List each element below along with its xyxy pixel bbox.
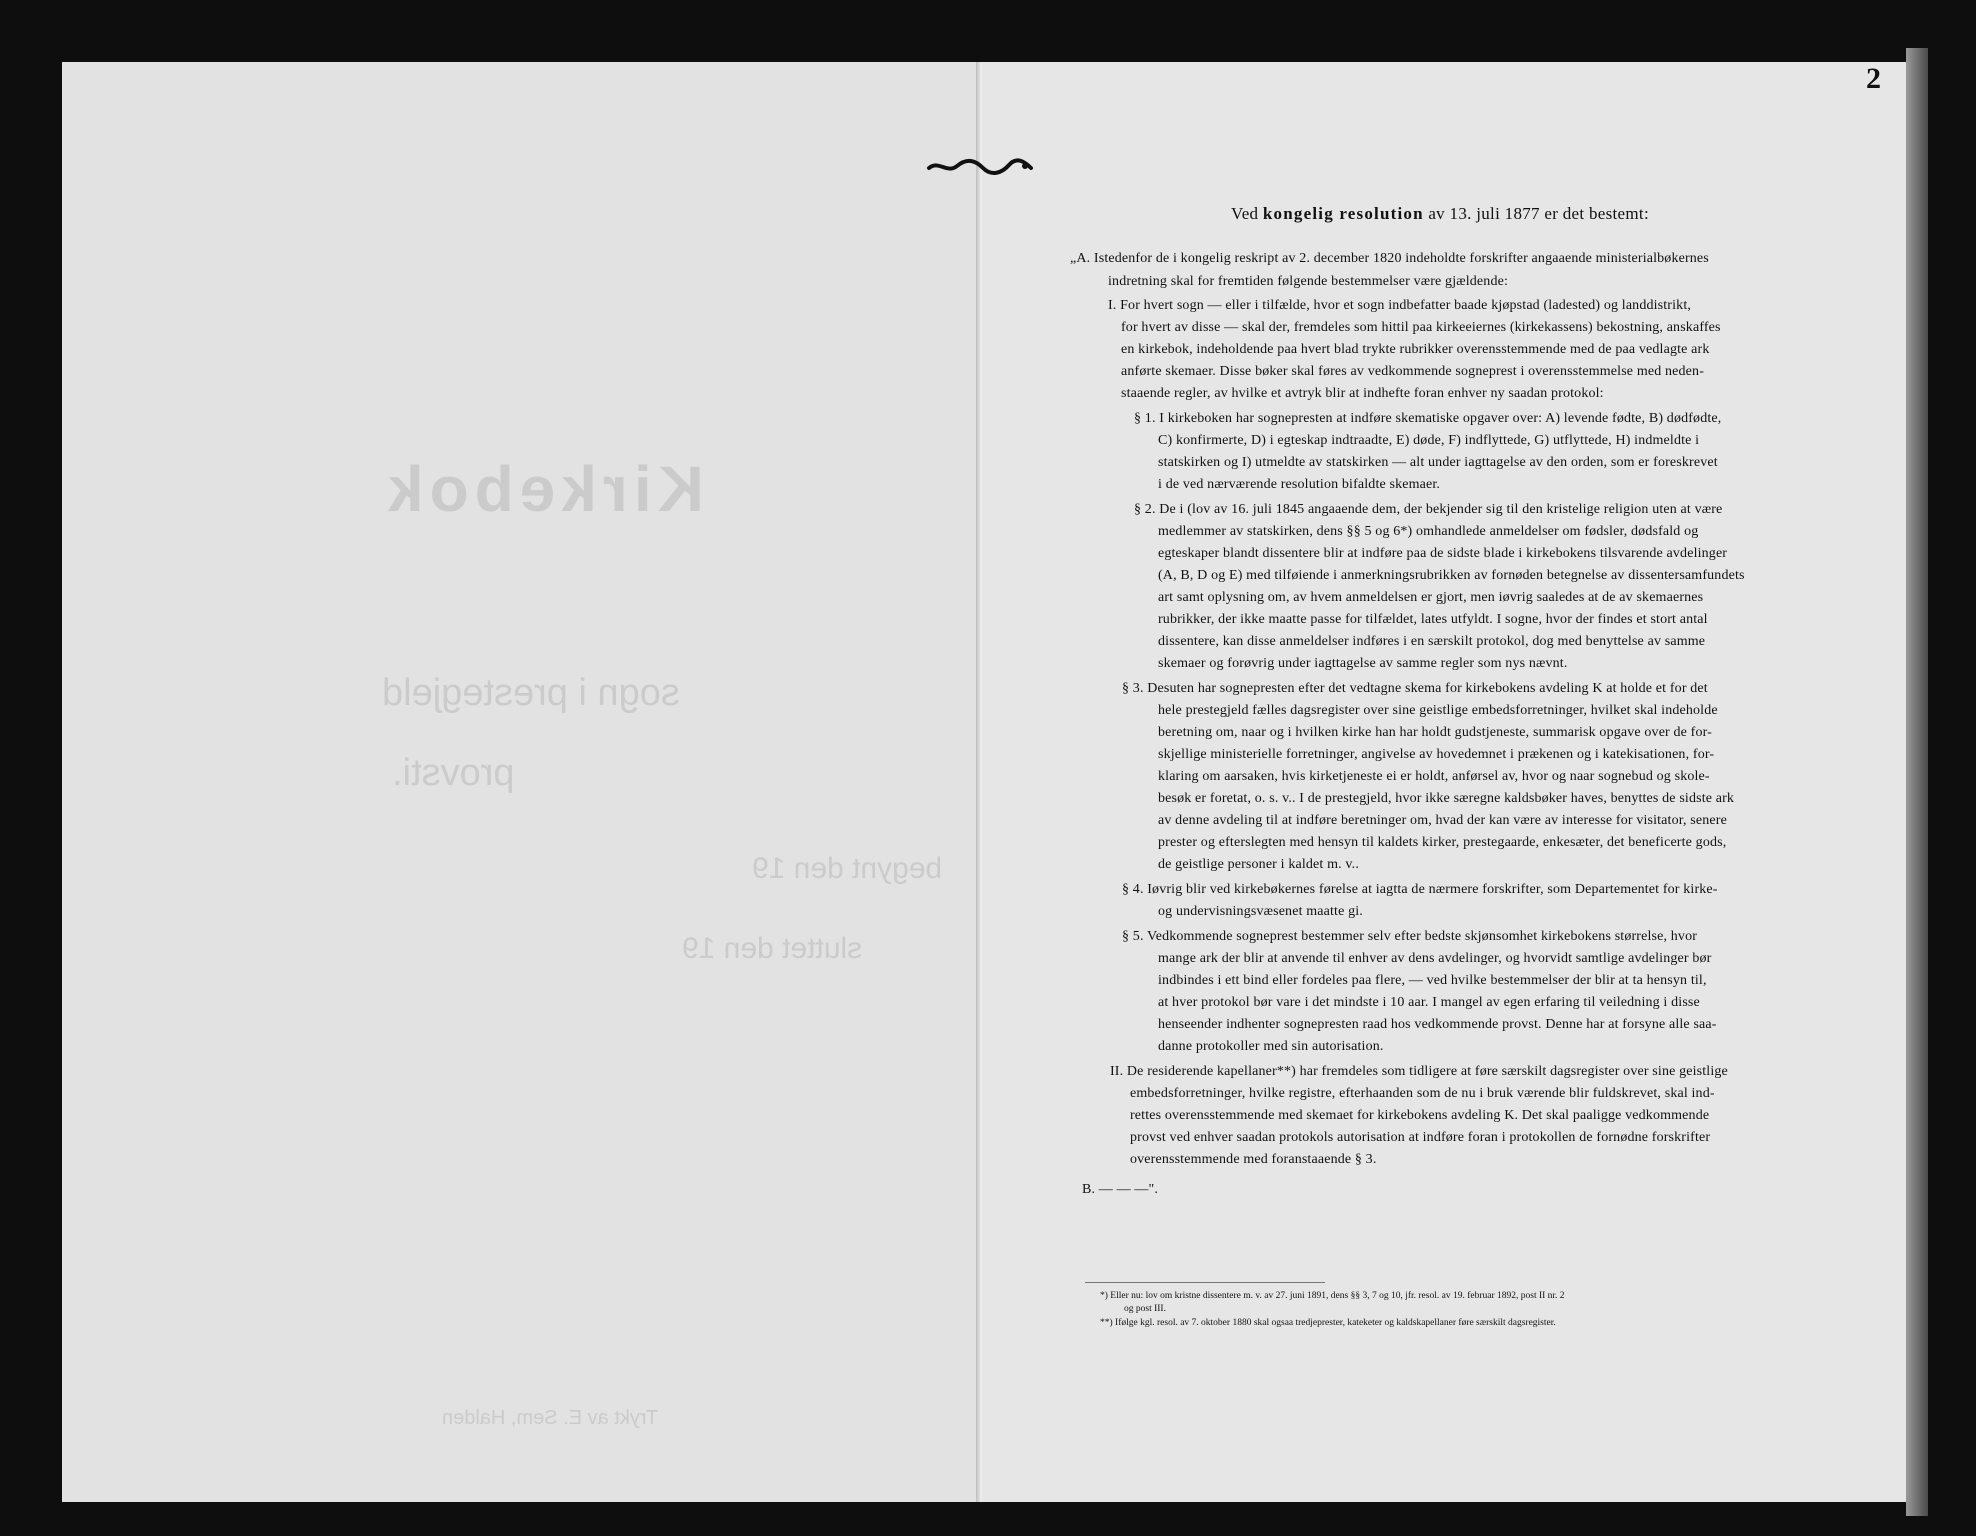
text-line: art samt oplysning om, av hvem anmeldelsen er gjort, men iøvrig saaledes at de av skemaernes [1158,590,1704,605]
text-line: § 5. Vedkommende sogneprest bestemmer selv efter bedste skjønsomhet kirkebokens størrelse, hvor [1122,929,1698,944]
bleed-through-title: Kirkebok [382,453,704,525]
text-line: staaende regler, av hvilke et avtryk blir at indhefte foran enhver ny saadan protokol: [1121,386,1604,401]
footnote: **) Ifølge kgl. resol. av 7. oktober 1880 skal ogsaa tredjeprester, kateketer og kaldskapellaner føre særskilt dagsregister. [1100,1318,1556,1328]
text-line: prester og efterslegten med hensyn til kaldets kirker, prestegaarde, enkesæter, det beneficerte gods, [1158,835,1727,850]
text-line: i de ved nærværende resolution bifaldte skemaer. [1158,477,1441,492]
footnote: og post III. [1124,1304,1166,1314]
text-line: av denne avdeling til at indføre beretninger om, hvad der kan være av interesse for visitator, senere [1158,813,1727,828]
text-line: (A, B, D og E) med tilføiende i anmerkningsrubrikken av fornøden betegnelse av dissentersamfundets [1158,568,1745,583]
text-line: rettes overensstemmende med skemaet for kirkebokens avdeling K. Det skal paaligge vedkommende [1130,1108,1710,1123]
text-line: skemaer og forøvrig under iagttagelse av samme regler som nys nævnt. [1158,656,1568,671]
text-line: og undervisningsvæsenet maatte gi. [1158,904,1363,919]
text-line: II. De residerende kapellaner**) har fremdeles som tidligere at føre særskilt dagsregister over sine geistlige [1110,1064,1728,1079]
text-line: B. — — —". [1082,1182,1159,1197]
text-line: dissentere, kan disse anmeldelser indføres i en særskilt protokol, dog med benyttelse av samme [1158,634,1706,649]
heading-prefix: Ved [1231,204,1263,223]
text-line: skjellige ministerielle forretninger, angivelse av hovedemnet i prækenen og i katekisationen, for- [1158,747,1715,762]
page-number: 2 [1866,62,1881,95]
text-line: overensstemmende med foranstaaende § 3. [1130,1152,1377,1167]
text-line: § 2. De i (lov av 16. juli 1845 angaaende dem, der bekjender sig til den kristelige religion uten at være [1134,502,1723,517]
text-line: egteskaper blandt dissentere blir at indføre paa de sidste blade i kirkebokens tilsvarende avdelinger [1158,546,1728,561]
text-line: besøk er foretat, o. s. v.. I de prestegjeld, hvor ikke særegne kaldsbøker haves, benyttes de sidste ark [1158,791,1735,806]
text-line: de geistlige personer i kaldet m. v.. [1158,857,1359,872]
text-line: hele prestegjeld fælles dagsregister over sine geistlige embedsforretninger, hvilket skal indeholde [1158,703,1718,718]
text-line: § 4. Iøvrig blir ved kirkebøkernes førelse at iagtta de nærmere forskrifter, som Departementet for kirke- [1122,882,1718,897]
text-line: I. For hvert sogn — eller i tilfælde, hvor et sogn indbefatter baade kjøpstad (ladested) og landdistrikt, [1108,298,1692,313]
text-line: § 3. Desuten har sognepresten efter det vedtagne skema for kirkebokens avdeling K at holde et for det [1122,681,1708,696]
heading-suffix: av 13. juli 1877 er det bestemt: [1423,204,1649,223]
ornament-icon [925,156,1035,178]
text-line: klaring om aarsaken, hvis kirketjeneste ei er holdt, anførsel av, hvor og naar sognebud og skole- [1158,769,1710,784]
heading-bold: kongelig resolution [1262,204,1424,223]
text-line: medlemmer av statskirken, dens §§ 5 og 6*) omhandlede anmeldelser om fødsler, dødsfald og [1158,524,1699,539]
text-line: indbindes i ett bind eller fordeles paa flere, — ved hvilke bestemmelser der blir at ta hensyn til, [1158,973,1707,988]
text-line: „A. Istedenfor de i kongelig reskript av 2. december 1820 indeholdte forskrifter angaaende ministerialbøkernes [1070,251,1709,266]
page-heading [1160,204,1720,224]
text-line: henseender indhenter sognepresten raad hos vedkommende provst. Denne har at forsyne alle saa- [1158,1017,1717,1032]
left-page [62,62,982,1502]
text-line: rubrikker, der ikke maatte passe for tilfældet, lates utfyldt. I sogne, hvor der findes et stort antal [1158,612,1708,627]
bleed-through-provst: provsti. [392,752,515,794]
text-line: mange ark der blir at anvende til enhver av dens avdelinger, og hvorvidt samtlige avdelinger bør [1158,951,1712,966]
text-line: embedsforretninger, hvilke registre, efterhaanden som de nu i bruk værende blir fuldskrevet, skal ind- [1130,1086,1715,1101]
footnote: *) Eller nu: lov om kristne dissentere m. v. av 27. juni 1891, dens §§ 3, 7 og 10, jfr. resol. av 19. februar 1892, post II nr. 2 [1100,1291,1565,1301]
text-line: en kirkebok, indeholdende paa hvert blad trykte rubrikker overensstemmende med de paa vedlagte ark [1121,342,1710,357]
text-line: danne protokoller med sin autorisation. [1158,1039,1384,1054]
text-line: anførte skemaer. Disse bøker skal føres av vedkommende sogneprest i overensstemmelse med neden- [1121,364,1705,379]
text-line: C) konfirmerte, D) i egteskap indtraadte, E) døde, F) indflyttede, G) utflyttede, H) indmeldte i [1158,433,1700,448]
text-line: provst ved enhver saadan protokols autorisation at indføre foran i protokollen de fornødne forskrifter [1130,1130,1711,1145]
bleed-through-begynt: begynt den 19 [752,852,943,885]
text-line: § 1. I kirkeboken har sognepresten at indføre skematiske opgaver over: A) levende fødte, B) dødfødte, [1134,411,1722,426]
text-line: for hvert av disse — skal der, fremdeles som hittil paa kirkeeiernes (kirkekassens) bekostning, anskaffes [1121,320,1721,335]
footnote-divider [1085,1282,1325,1283]
text-line: statskirken og I) utmeldte av statskirken — alt under iagttagelse av den orden, som er foreskrevet [1158,455,1718,470]
page-edge-shadow [1906,48,1928,1516]
text-line: at hver protokol bør vare i det mindste i 10 aar. I mangel av egen erfaring til veiledning i disse [1158,995,1700,1010]
bleed-through-sluttet: sluttet den 19 [682,932,863,965]
bleed-through-printer: Trykt av E. Sem, Halden [442,1407,658,1429]
text-line: indretning skal for fremtiden følgende bestemmelser være gjældende: [1108,274,1508,289]
text-line: beretning om, naar og i hvilken kirke han har holdt gudstjeneste, summarisk opgave over de for- [1158,725,1712,740]
bleed-through-sogn: sogn i prestegjeld [382,672,680,714]
